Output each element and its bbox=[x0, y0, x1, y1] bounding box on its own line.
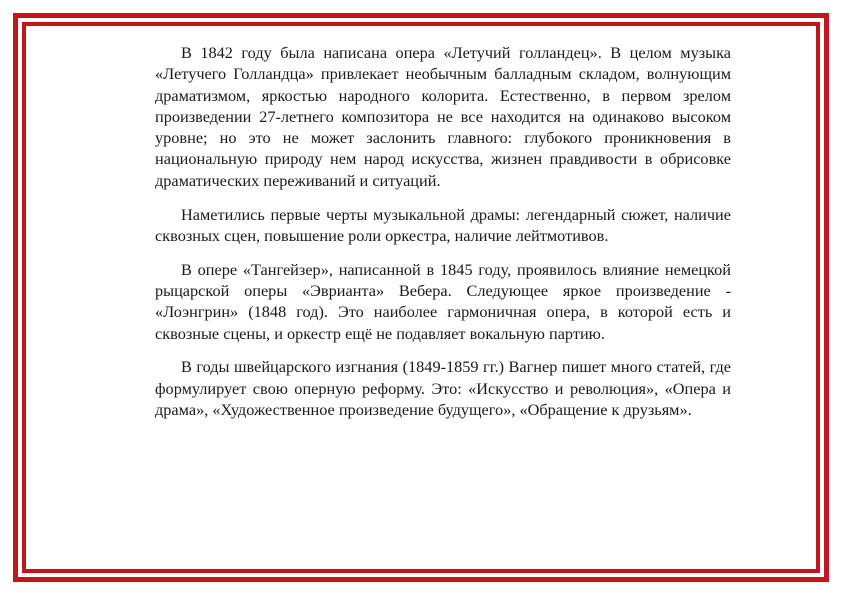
paragraph-flying-dutchman: В 1842 году была написана опера «Летучий голландец». В целом музыка «Летучего Голландца» привлекает необычным балладным складом, волнующим драматизмом, яркостью народного колорита. Естественно, в первом зрелом произведении 27-летнего композитора не все находится на одинаково высоком уровне; но это не может заслонить главного: глубокого проникновения в национальную природу нем народ искусства, жизнен правдивости в обрисовке драматических переживаний и ситуаций. bbox=[155, 43, 731, 190]
document-text bbox=[155, 42, 731, 433]
paragraph-tannhauser-lohengrin: В опере «Тангейзер», написанной в 1845 году, проявилось влияние немецкой рыцарской оперы «Эврианта» Вебера. Следующее яркое произведение - «Лоэнгрин» (1848 год). Это наиболее гармоничная опера, в которой есть и сквозные сцены, и оркестр ещё не подавляет вокальную партию. bbox=[155, 259, 731, 343]
paragraph-music-drama-features: Наметились первые черты музыкальной драмы: легендарный сюжет, наличие сквозных сцен, повышение роли оркестра, наличие лейтмотивов. bbox=[155, 204, 731, 245]
paragraph-swiss-exile: В годы швейцарского изгнания (1849-1859 гг.) Вагнер пишет много статей, где формулирует свою оперную реформу. Это: «Искусство и революция», «Опера и драма», «Художественное произведение будущего», «Обращение к друзьям». bbox=[155, 357, 731, 419]
